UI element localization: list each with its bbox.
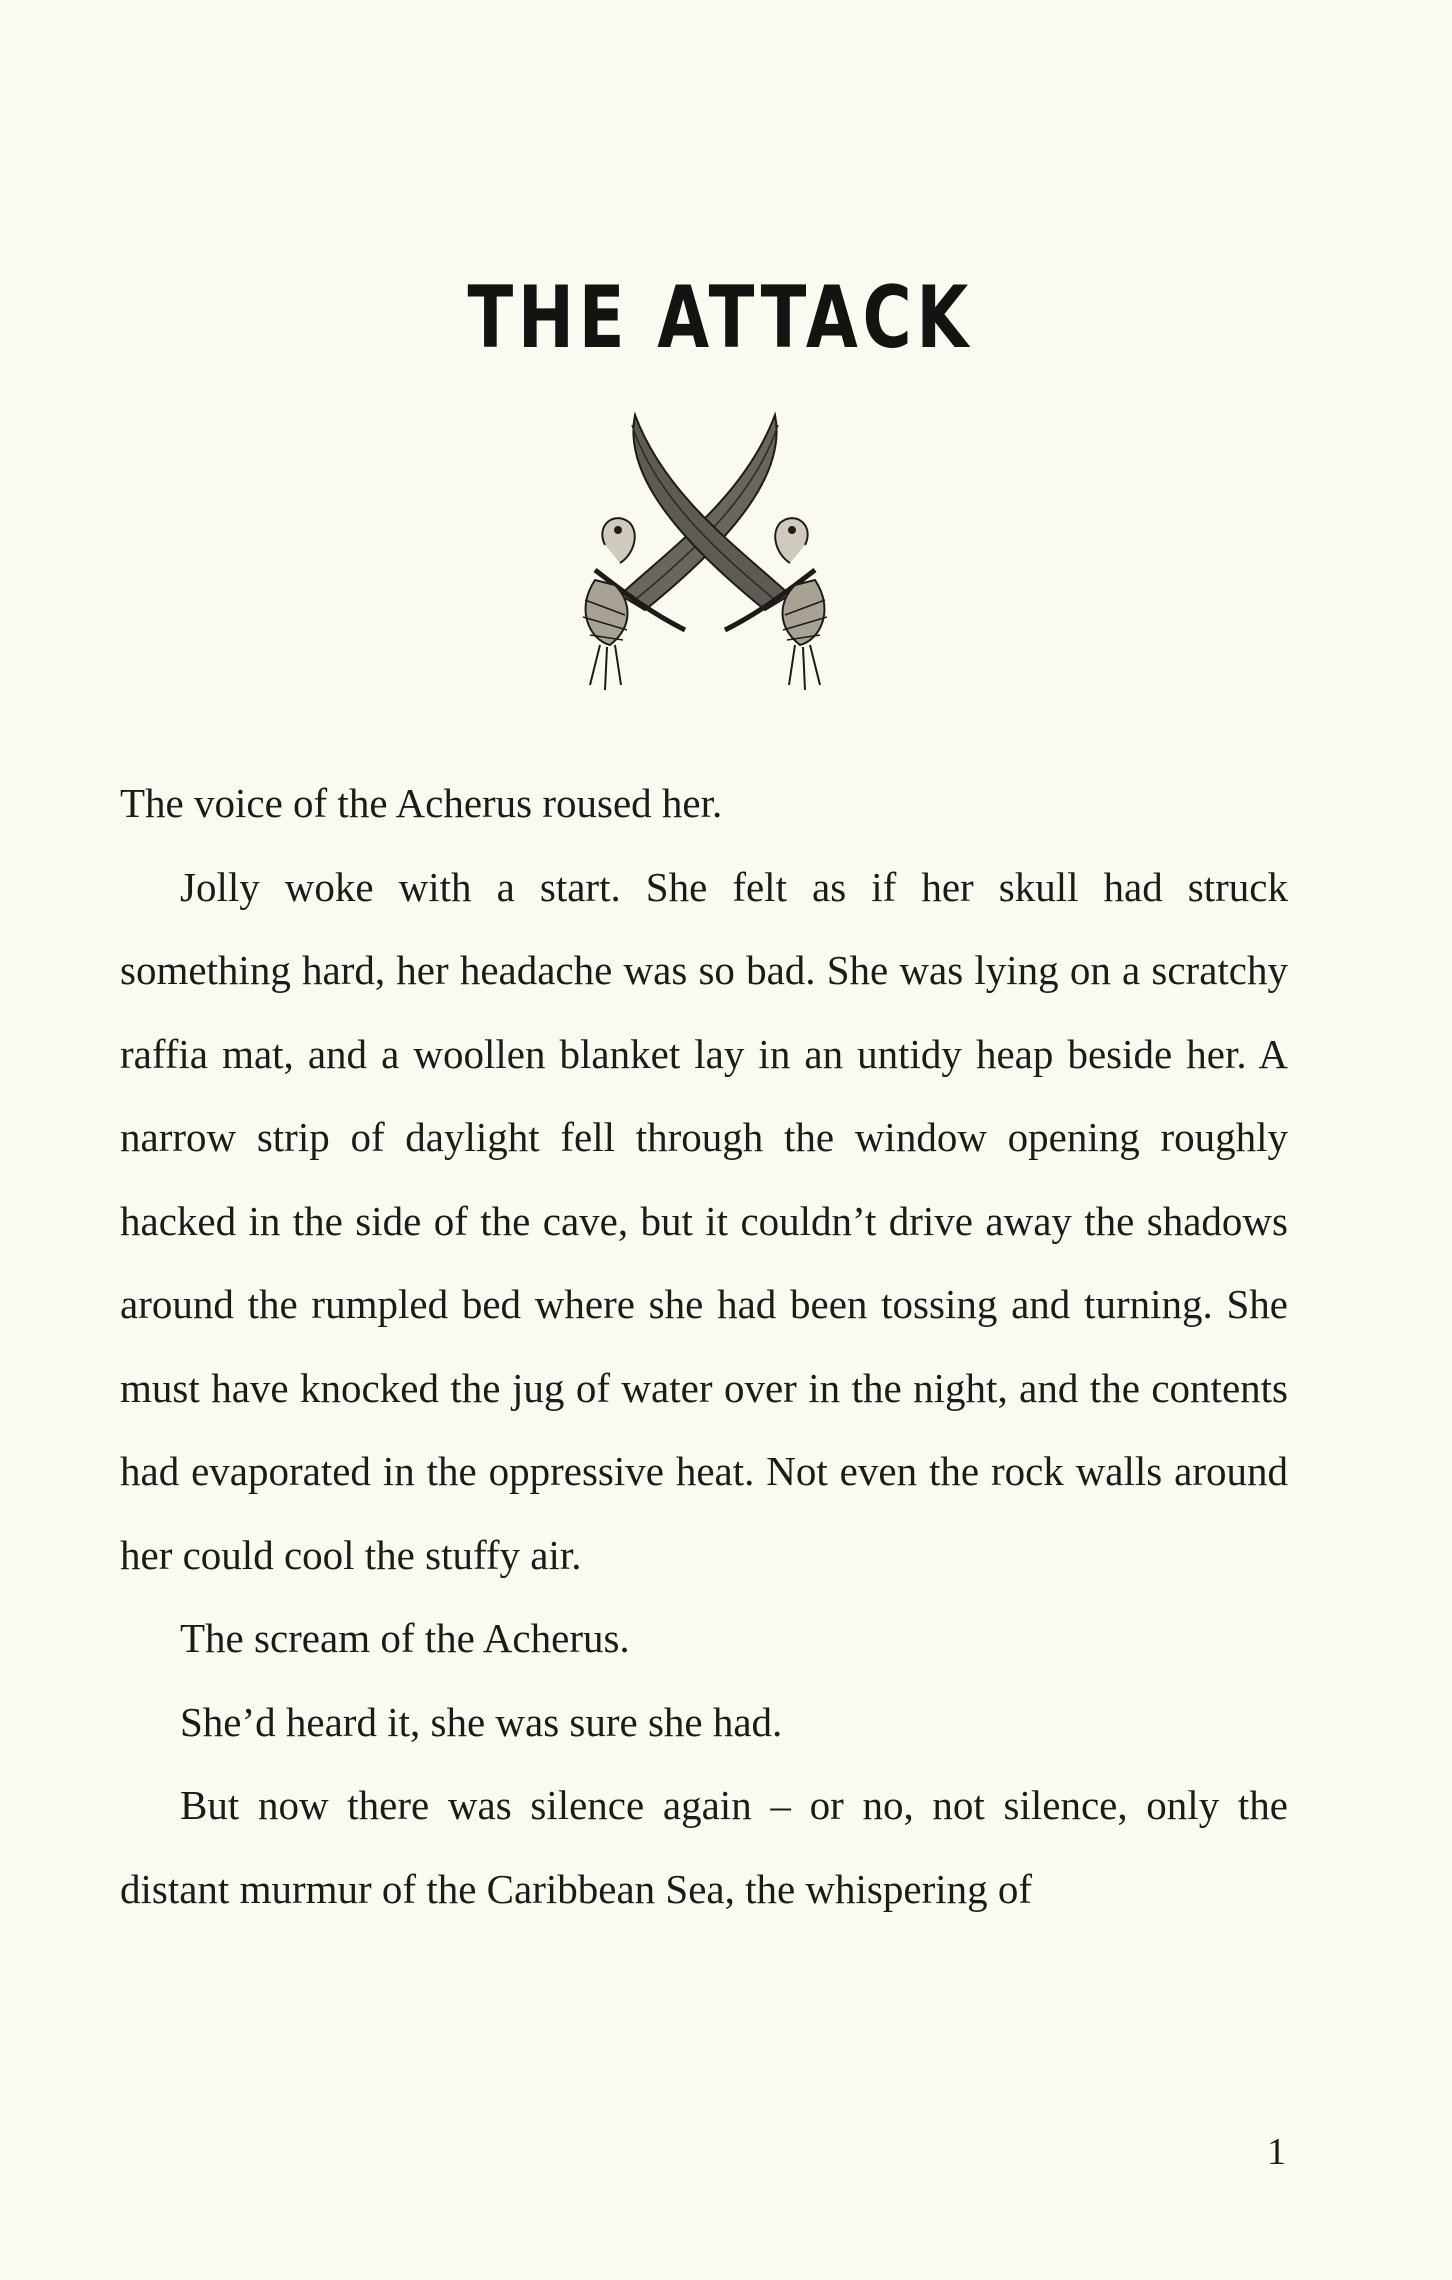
cutlass-right: [632, 415, 827, 690]
paragraph-4: She’d heard it, she was sure she had.: [180, 1698, 783, 1745]
crossed-cutlasses-icon: [535, 395, 875, 715]
paragraph-3: The scream of the Acherus.: [180, 1615, 630, 1661]
paragraph-1: The voice of the Acherus roused her.: [120, 780, 723, 826]
chapter-title: THE ATTACK: [467, 268, 974, 368]
chapter-body: [120, 762, 1288, 1931]
paragraph-2: Jolly woke with a start. She felt as if her skull had struck something hard, her headache was so bad. She was lying on a scratchy raffia mat, and a woollen blanket lay in an untidy heap beside her. A narrow strip of daylight fell through the window opening roughly hacked in the side of the cave, but it couldn’t drive away the shadows around the rumpled bed where she had been tossing and turning. She must have knocked the jug of water over in the night, and the contents had evaporated in the oppressive heat. Not even the rock walls around her could cool the stuffy air.: [120, 863, 1288, 1578]
paragraph-5: But now there was silence again – or no, not silence, only the distant murmur of the Caribbean Sea, the whispering of: [120, 1782, 1288, 1912]
cutlass-left: [583, 415, 778, 690]
page-number: 1: [1267, 2131, 1286, 2173]
